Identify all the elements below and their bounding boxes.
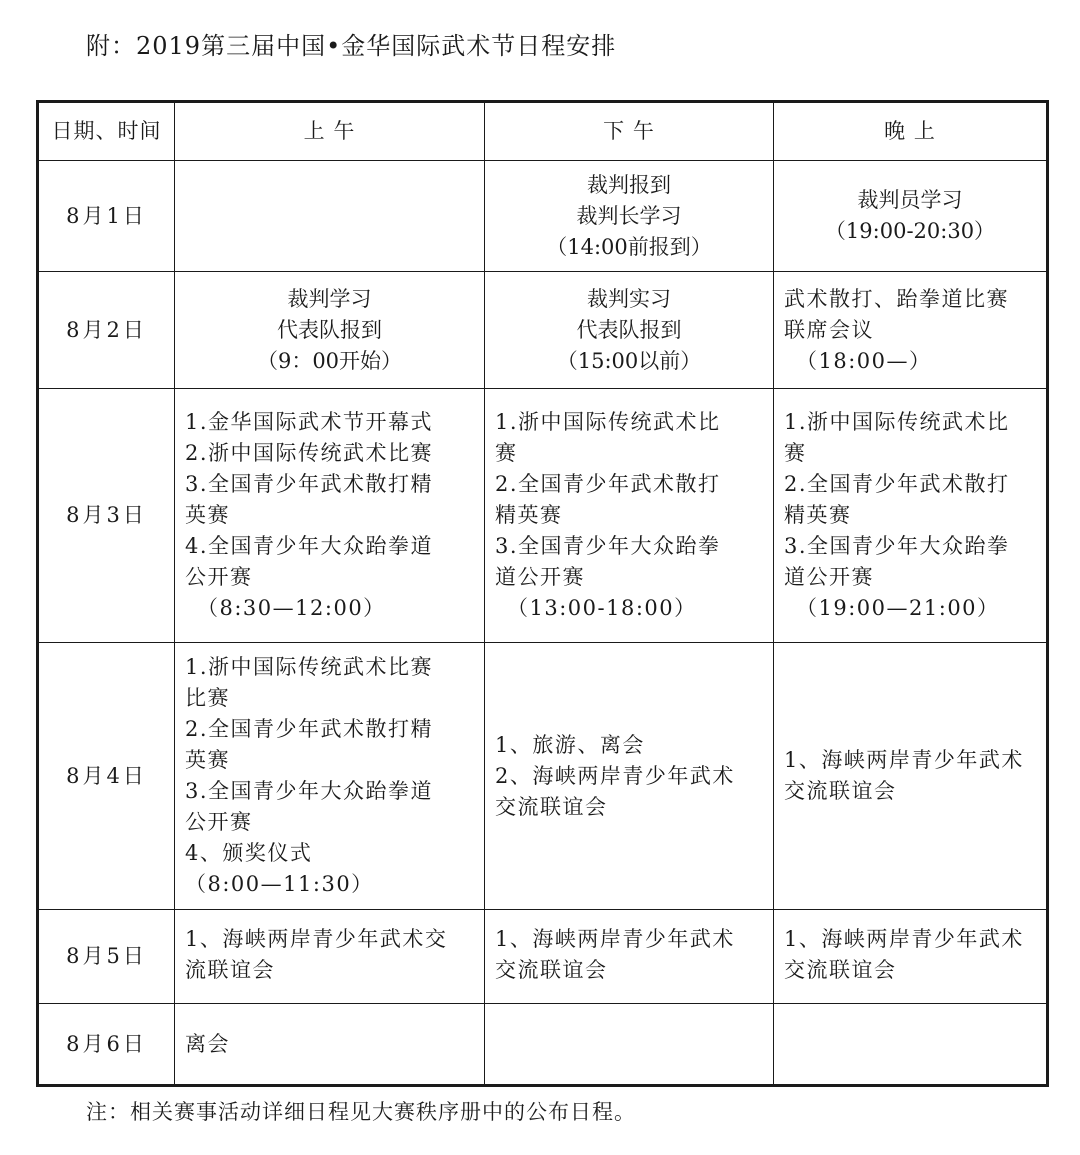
cell-line: 联席会议: [784, 317, 874, 342]
cell-line: 裁判实习: [587, 286, 671, 311]
cell-line: （9：00开始）: [256, 348, 403, 373]
cell-line: 2.浙中国际传统武术比赛: [185, 441, 434, 465]
cell-line: 精英赛: [495, 503, 563, 527]
cell-line: 1、海峡两岸青少年武术: [784, 748, 1024, 772]
cell-line: 公开赛: [185, 565, 253, 589]
cell-line: 1.金华国际武术节开幕式: [185, 410, 434, 434]
cell-line: 裁判长学习: [576, 203, 682, 228]
cell-line: 交流联谊会: [495, 958, 608, 982]
cell-line: 武术散打、跆拳道比赛: [784, 286, 1009, 311]
evening-cell: [774, 161, 1048, 272]
date-cell: 8月2日: [38, 272, 175, 389]
table-row: [38, 910, 1048, 1004]
cell-line: 裁判学习: [287, 286, 372, 311]
cell-line: 2.全国青少年武术散打: [495, 472, 721, 496]
morning-cell: [175, 161, 485, 272]
morning-cell: [175, 643, 485, 910]
cell-line: 英赛: [185, 503, 230, 527]
cell-line: 赛: [495, 441, 518, 465]
table-row: [38, 389, 1048, 643]
date-cell: 8月5日: [38, 910, 175, 1004]
cell-line: 流联谊会: [185, 958, 275, 982]
header-date-time: 日期、时间: [38, 102, 175, 161]
cell-line: 2.全国青少年武术散打: [784, 472, 1010, 496]
cell-line: 3.全国青少年武术散打精: [185, 472, 434, 496]
afternoon-cell: [485, 910, 774, 1004]
cell-line: （18:00—）: [796, 348, 932, 373]
cell-line: 交流联谊会: [495, 794, 608, 819]
cell-line: 英赛: [185, 748, 230, 772]
cell-line: （14:00前报到）: [546, 234, 712, 259]
header-morning: 上 午: [175, 102, 485, 161]
header-afternoon: 下 午: [485, 102, 774, 161]
date-cell: 8月1日: [38, 161, 175, 272]
table-row: [38, 161, 1048, 272]
cell-line: 3.全国青少年大众跆拳: [784, 534, 1010, 558]
cell-line: 离会: [185, 1031, 230, 1056]
header-row: [38, 102, 1048, 161]
cell-line: 比赛: [185, 686, 230, 710]
afternoon-cell: [485, 389, 774, 643]
document-title: 附：2019第三届中国•金华国际武术节日程安排: [86, 32, 617, 60]
cell-line: 赛: [784, 441, 807, 465]
cell-line: 1.浙中国际传统武术比: [784, 410, 1010, 434]
evening-cell: [774, 1004, 1048, 1086]
morning-cell: [175, 389, 485, 643]
cell-line: 1.浙中国际传统武术比: [495, 410, 721, 434]
table-row: [38, 272, 1048, 389]
date-cell: 8月3日: [38, 389, 175, 643]
cell-line: 3.全国青少年大众跆拳道: [185, 779, 434, 803]
cell-line: 1、海峡两岸青少年武术交: [185, 927, 448, 951]
cell-line: 道公开赛: [784, 565, 874, 589]
cell-line: （8:00—11:30）: [185, 872, 374, 896]
cell-line: 裁判员学习: [857, 188, 963, 212]
cell-line: 裁判报到: [587, 172, 671, 197]
cell-line: 2.全国青少年武术散打精: [185, 717, 434, 741]
evening-cell: [774, 272, 1048, 389]
morning-cell: [175, 910, 485, 1004]
morning-cell: [175, 272, 485, 389]
cell-line: 2、海峡两岸青少年武术: [495, 763, 735, 788]
cell-line: 1、海峡两岸青少年武术: [495, 927, 735, 951]
evening-cell: [774, 389, 1048, 643]
afternoon-cell: [485, 1004, 774, 1086]
cell-line: 代表队报到: [576, 317, 682, 342]
cell-line: 公开赛: [185, 810, 253, 834]
evening-cell: [774, 643, 1048, 910]
footnote: 注：相关赛事活动详细日程见大赛秩序册中的公布日程。: [86, 1100, 636, 1124]
cell-line: 精英赛: [784, 503, 852, 527]
cell-line: 4.全国青少年大众跆拳道: [185, 534, 434, 558]
header-evening: 晚 上: [774, 102, 1048, 161]
cell-line: （8:30—12:00）: [197, 596, 386, 620]
morning-cell: [175, 1004, 485, 1086]
table-row: [38, 643, 1048, 910]
evening-cell: [774, 910, 1048, 1004]
cell-line: 道公开赛: [495, 565, 585, 589]
schedule-table: [36, 100, 1049, 1087]
table-row: [38, 1004, 1048, 1086]
cell-line: 4、颁奖仪式: [185, 841, 313, 865]
cell-line: 3.全国青少年大众跆拳: [495, 534, 721, 558]
cell-line: （19:00—21:00）: [796, 596, 1000, 620]
cell-line: 1、海峡两岸青少年武术: [784, 927, 1024, 951]
date-cell: 8月6日: [38, 1004, 175, 1086]
cell-line: 交流联谊会: [784, 958, 897, 982]
cell-line: 交流联谊会: [784, 779, 897, 803]
cell-line: （13:00-18:00）: [507, 596, 697, 620]
afternoon-cell: [485, 643, 774, 910]
date-cell: 8月4日: [38, 643, 175, 910]
cell-line: 1.浙中国际传统武术比赛: [185, 655, 434, 679]
cell-line: （15:00以前）: [556, 348, 702, 373]
afternoon-cell: [485, 272, 774, 389]
afternoon-cell: [485, 161, 774, 272]
cell-line: 代表队报到: [277, 317, 382, 342]
cell-line: （19:00-20:30）: [824, 219, 996, 243]
cell-line: 1、旅游、离会: [495, 732, 645, 757]
